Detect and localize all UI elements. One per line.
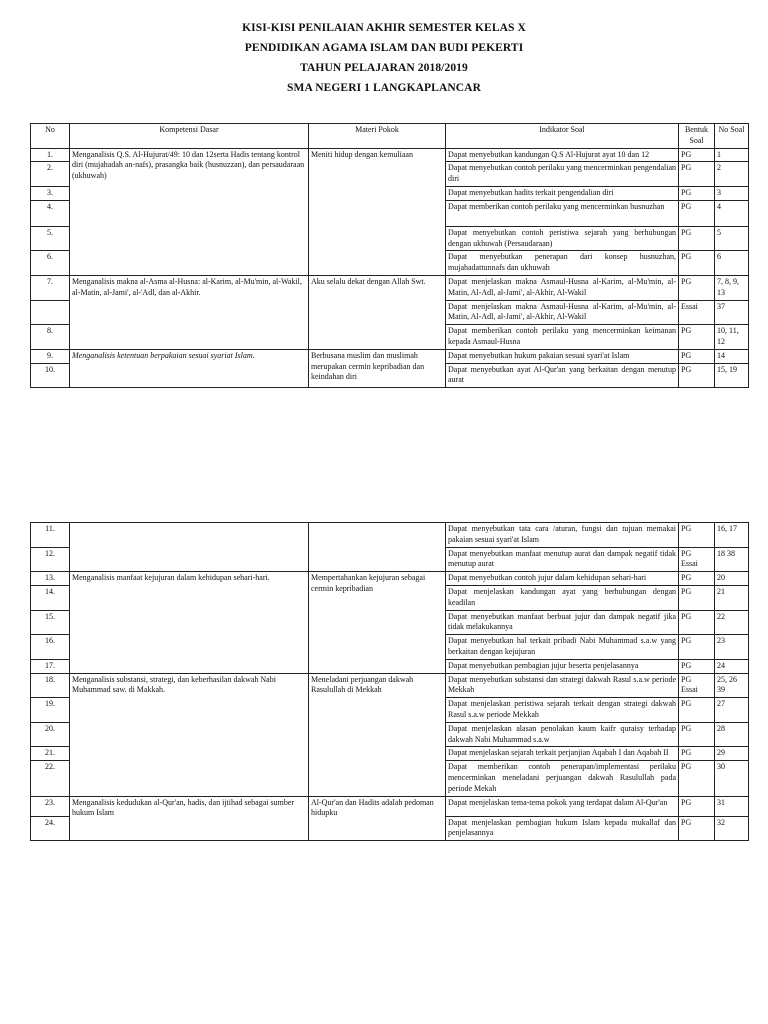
indikator-soal-cell: Dapat memberikan contoh perilaku yang mencerminkan husnuzhan <box>446 200 679 226</box>
row-number: 13. <box>31 572 70 586</box>
indikator-soal-cell: Dapat memberikan contoh penerapan/implementasi perilaku mencerminkan meneladani perjuangan dakwah Rasulullah pada periode Mekah <box>446 761 679 796</box>
doc-title-line-4: SMA NEGERI 1 LANGKAPLANCAR <box>287 82 481 94</box>
bentuk-soal-cell <box>679 635 715 660</box>
bentuk-soal-value: Essai <box>681 301 698 311</box>
bentuk-soal-value: PG <box>681 350 692 360</box>
bentuk-soal-value: PG <box>681 163 692 173</box>
indikator-soal-cell: Dapat menjelaskan alasan penolakan kaum kaifr quraisy terhadap dakwah Nabi Muhammad s.a.w <box>446 722 679 747</box>
indikator-soal-cell: Dapat menyebutkan contoh peristiwa sejarah yang berhubungan dengan ukhuwah (Persaudaraan) <box>446 226 679 251</box>
bentuk-soal-cell <box>679 796 715 816</box>
materi-pokok-cell: Aku selalu dekat dengan Allah Swt. <box>309 275 446 349</box>
bentuk-soal-value: PG <box>681 326 692 336</box>
row-number: 21. <box>31 747 70 761</box>
table-row <box>31 572 749 586</box>
no-soal-cell: 2 <box>715 162 749 187</box>
bentuk-soal-cell <box>679 673 715 698</box>
bentuk-soal-value: PG <box>681 748 692 758</box>
table-row <box>31 275 749 300</box>
no-soal-cell: 20 <box>715 572 749 586</box>
bentuk-soal-cell <box>679 816 715 841</box>
header-indikator-soal: Indikator Soal <box>446 124 679 149</box>
table-row <box>31 796 749 816</box>
no-soal-cell: 21 <box>715 585 749 610</box>
no-soal-cell: 4 <box>715 200 749 226</box>
indikator-soal-cell: Dapat menyebutkan tata cara /aturan, fungsi dan tujuan memakai pakaian sesuai syari'at Islam <box>446 523 679 548</box>
no-soal-cell: 10, 11, 12 <box>715 325 749 350</box>
table-header-row <box>31 124 749 149</box>
bentuk-soal-cell <box>679 722 715 747</box>
bentuk-soal-cell <box>679 747 715 761</box>
indikator-soal-cell: Dapat menjelaskan sejarah terkait perjanjian Aqabah I dan Aqabah II <box>446 747 679 761</box>
row-number: 2. <box>31 162 70 187</box>
row-number: 7. <box>31 275 70 300</box>
no-soal-cell: 32 <box>715 816 749 841</box>
bentuk-soal-value: PG <box>681 227 692 237</box>
materi-pokok-cell <box>309 523 446 572</box>
kompetensi-dasar-cell: Menganalisis kedudukan al-Qur'an, hadis, dan ijtihad sebagai sumber hukum Islam <box>70 796 309 841</box>
bentuk-soal-value: Essai <box>681 559 698 569</box>
materi-pokok-cell: Meneladani perjuangan dakwah Rasulullah di Mekkah <box>309 673 446 796</box>
bentuk-soal-cell <box>679 761 715 796</box>
no-soal-cell: 24 <box>715 659 749 673</box>
kompetensi-dasar-cell: Menganalisis ketentuan berpakaian sesuai syariat Islam. <box>70 349 309 387</box>
no-soal-cell: 14 <box>715 349 749 363</box>
bentuk-soal-value: PG <box>681 187 692 197</box>
bentuk-soal-value: PG <box>681 548 692 558</box>
row-number: 20. <box>31 722 70 747</box>
bentuk-soal-value: PG <box>681 149 692 159</box>
bentuk-soal-cell <box>679 325 715 350</box>
row-number: 1. <box>31 148 70 162</box>
materi-pokok-cell: Mempertahankan kejujuran sebagai cermin kepribadian <box>309 572 446 673</box>
materi-pokok-cell: Berbusana muslim dan muslimah merupakan cermin kepribadian dan keindahan diri <box>309 349 446 387</box>
bentuk-soal-value: PG <box>681 201 692 211</box>
no-soal-cell: 30 <box>715 761 749 796</box>
bentuk-soal-value: PG <box>681 364 692 374</box>
table-row <box>31 148 749 162</box>
no-soal-cell: 23 <box>715 635 749 660</box>
no-soal-cell: 22 <box>715 610 749 635</box>
table-row <box>31 673 749 698</box>
row-number: 9. <box>31 349 70 363</box>
no-soal-cell: 6 <box>715 251 749 276</box>
bentuk-soal-value: PG <box>681 524 692 533</box>
no-soal-cell: 15, 19 <box>715 363 749 388</box>
indikator-soal-cell: Dapat menjelaskan kandungan ayat yang berhubungan dengan keadilan <box>446 585 679 610</box>
kompetensi-dasar-cell: Menganalisis substansi, strategi, dan keberhasilan dakwah Nabi Muhammad saw. di Makkah. <box>70 673 309 796</box>
indikator-soal-cell: Dapat menjelaskan tema-tema pokok yang terdapat dalam Al-Qur'an <box>446 796 679 816</box>
no-soal-cell: 37 <box>715 300 749 325</box>
bentuk-soal-value: PG <box>681 762 692 772</box>
row-number: 18. <box>31 673 70 698</box>
kompetensi-dasar-cell: Menganalisis manfaat kejujuran dalam kehidupan sehari-hari. <box>70 572 309 673</box>
row-number: 16. <box>31 635 70 660</box>
indikator-soal-cell: Dapat menyebutkan penerapan dari konsep husnuzhan, mujahadattunnafs dan ukhuwah <box>446 251 679 276</box>
row-number: 4. <box>31 200 70 226</box>
bentuk-soal-value: PG <box>681 636 692 646</box>
bentuk-soal-cell <box>679 186 715 200</box>
bentuk-soal-cell <box>679 610 715 635</box>
doc-title-line-3: TAHUN PELAJARAN 2018/2019 <box>300 62 468 74</box>
bentuk-soal-cell <box>679 275 715 300</box>
no-soal-cell: 31 <box>715 796 749 816</box>
bentuk-soal-cell <box>679 251 715 276</box>
row-number: 3. <box>31 186 70 200</box>
no-soal-cell: 28 <box>715 722 749 747</box>
row-number: 14. <box>31 585 70 610</box>
bentuk-soal-cell <box>679 363 715 388</box>
bentuk-soal-cell <box>679 226 715 251</box>
bentuk-soal-value: PG <box>681 611 692 621</box>
header-no-soal: No Soal <box>715 124 749 149</box>
row-number: 17. <box>31 659 70 673</box>
indikator-soal-cell: Dapat menjelaskan makna Asmaul-Husna al-Karim, al-Mu'min, al-Matin, Al-Adl, al-Jami', al-Akhir, Al-Wakil <box>446 300 679 325</box>
indikator-soal-cell: Dapat menyebutkan contoh jujur dalam kehidupan sehari-hari <box>446 572 679 586</box>
bentuk-soal-cell <box>679 200 715 226</box>
bentuk-soal-value: PG <box>681 699 692 709</box>
row-number: 12. <box>31 547 70 572</box>
indikator-soal-cell: Dapat menyebutkan contoh perilaku yang mencerminkan pengendalian diri <box>446 162 679 187</box>
row-number: 15. <box>31 610 70 635</box>
no-soal-cell: 5 <box>715 226 749 251</box>
header-materi-pokok: Materi Pokok <box>309 124 446 149</box>
no-soal-cell: 3 <box>715 186 749 200</box>
kompetensi-dasar-cell: Menganalisis Q.S. Al-Hujurat/49: 10 dan 12serta Hadis tentang kontrol diri (mujahadah an-nafs), prasangka baik (husnuzzan), dan persaudaraan (ukhuwah) <box>70 148 309 275</box>
kompetensi-dasar-cell <box>70 523 309 572</box>
indikator-soal-cell: Dapat memberikan contoh perilaku yang mencerminkan keimanan kepada Asmaul-Husna <box>446 325 679 350</box>
indikator-soal-cell: Dapat menyebutkan pembagian jujur beserta penjelasannya <box>446 659 679 673</box>
indikator-soal-cell: Dapat menyebutkan hadits terkait pengendalian diri <box>446 186 679 200</box>
row-number: 5. <box>31 226 70 251</box>
indikator-soal-cell: Dapat menjelaskan peristiwa sejarah terkait dengan strategi dakwah Rasul s.a.w periode Mekkah <box>446 698 679 723</box>
indikator-soal-cell: Dapat menyebutkan manfaat menutup aurat dan dampak negatif tidak menutup aurat <box>446 547 679 572</box>
indikator-soal-cell: Dapat menyebutkan ayat Al-Qur'an yang berkaitan dengan menutup aurat <box>446 363 679 388</box>
indikator-soal-cell: Dapat menyebutkan substansi dan strategi dakwah Rasul s.a.w periode Mekkah <box>446 673 679 698</box>
bentuk-soal-cell <box>679 148 715 162</box>
no-soal-cell: 25, 26 39 <box>715 673 749 698</box>
indikator-soal-cell: Dapat menjelaskan pembagian hukum Islam kepada mukallaf dan penjelasannya <box>446 816 679 841</box>
bentuk-soal-cell <box>679 698 715 723</box>
bentuk-soal-value: PG <box>681 660 692 670</box>
header-bentuk-soal: Bentuk Soal <box>679 124 715 149</box>
table-row <box>31 349 749 363</box>
no-soal-cell: 1 <box>715 148 749 162</box>
kisi-kisi-table-part-1 <box>30 123 749 388</box>
bentuk-soal-cell <box>679 659 715 673</box>
kisi-kisi-table-part-2 <box>30 522 749 841</box>
bentuk-soal-value: PG <box>681 797 692 807</box>
indikator-soal-cell: Dapat menyebutkan manfaat berbuat jujur dan dampak negatif jika tidak melakukannya <box>446 610 679 635</box>
bentuk-soal-cell <box>679 300 715 325</box>
no-soal-cell: 7, 8, 9, 13 <box>715 275 749 300</box>
no-soal-cell: 29 <box>715 747 749 761</box>
kompetensi-dasar-cell: Menganalisis makna al-Asma al-Husna: al-Karim, al-Mu'min, al-Wakil, al-Matin, al-Jami', al-'Adl, dan al-Akhir. <box>70 275 309 349</box>
indikator-soal-cell: Dapat menyebutkan kandungan Q.S Al-Hujurat ayat 10 dan 12 <box>446 148 679 162</box>
bentuk-soal-value: PG <box>681 586 692 596</box>
bentuk-soal-cell <box>679 523 715 548</box>
indikator-soal-cell: Dapat menyebutkan hukum pakaian sesuai syari'at Islam <box>446 349 679 363</box>
bentuk-soal-cell <box>679 572 715 586</box>
row-number: 11. <box>31 523 70 548</box>
doc-title-line-2: PENDIDIKAN AGAMA ISLAM DAN BUDI PEKERTI <box>244 42 524 54</box>
materi-pokok-cell: Meniti hidup dengan kemuliaan <box>309 148 446 275</box>
row-number: 23. <box>31 796 70 816</box>
bentuk-soal-value: PG <box>681 252 692 262</box>
bentuk-soal-cell <box>679 162 715 187</box>
bentuk-soal-value: PG <box>681 723 692 733</box>
row-number: 10. <box>31 363 70 388</box>
row-number: 8. <box>31 325 70 350</box>
header-kompetensi-dasar: Kompetensi Dasar <box>70 124 309 149</box>
no-soal-cell: 27 <box>715 698 749 723</box>
bentuk-soal-cell <box>679 349 715 363</box>
no-soal-cell: 16, 17 <box>715 523 749 548</box>
bentuk-soal-value: PG <box>681 276 692 286</box>
no-soal-cell: 18 38 <box>715 547 749 572</box>
bentuk-soal-cell <box>679 547 715 572</box>
table-row <box>31 523 749 548</box>
bentuk-soal-cell <box>679 585 715 610</box>
materi-pokok-cell: Al-Qur'an dan Hadits adalah pedoman hidupku <box>309 796 446 841</box>
row-number: 24. <box>31 816 70 841</box>
bentuk-soal-value: PG <box>681 817 692 827</box>
bentuk-soal-value: PG <box>681 573 692 583</box>
header-no: No <box>31 124 70 149</box>
row-number: 19. <box>31 698 70 723</box>
doc-title-line-1: KISI-KISI PENILAIAN AKHIR SEMESTER KELAS X <box>242 22 526 34</box>
row-number: 22. <box>31 761 70 796</box>
bentuk-soal-value: Essai <box>681 685 698 695</box>
row-number: 6. <box>31 251 70 276</box>
row-number <box>31 300 70 325</box>
indikator-soal-cell: Dapat menyebutkan hal terkait pribadi Nabi Muhammad s.a.w yang berkaitan dengan kejujuran <box>446 635 679 660</box>
indikator-soal-cell: Dapat menjelaskan makna Asmaul-Husna al-Karim, al-Mu'min, al-Matin, Al-Adl, al-Jami', al-Akhir, Al-Wakil <box>446 275 679 300</box>
bentuk-soal-value: PG <box>681 674 692 684</box>
